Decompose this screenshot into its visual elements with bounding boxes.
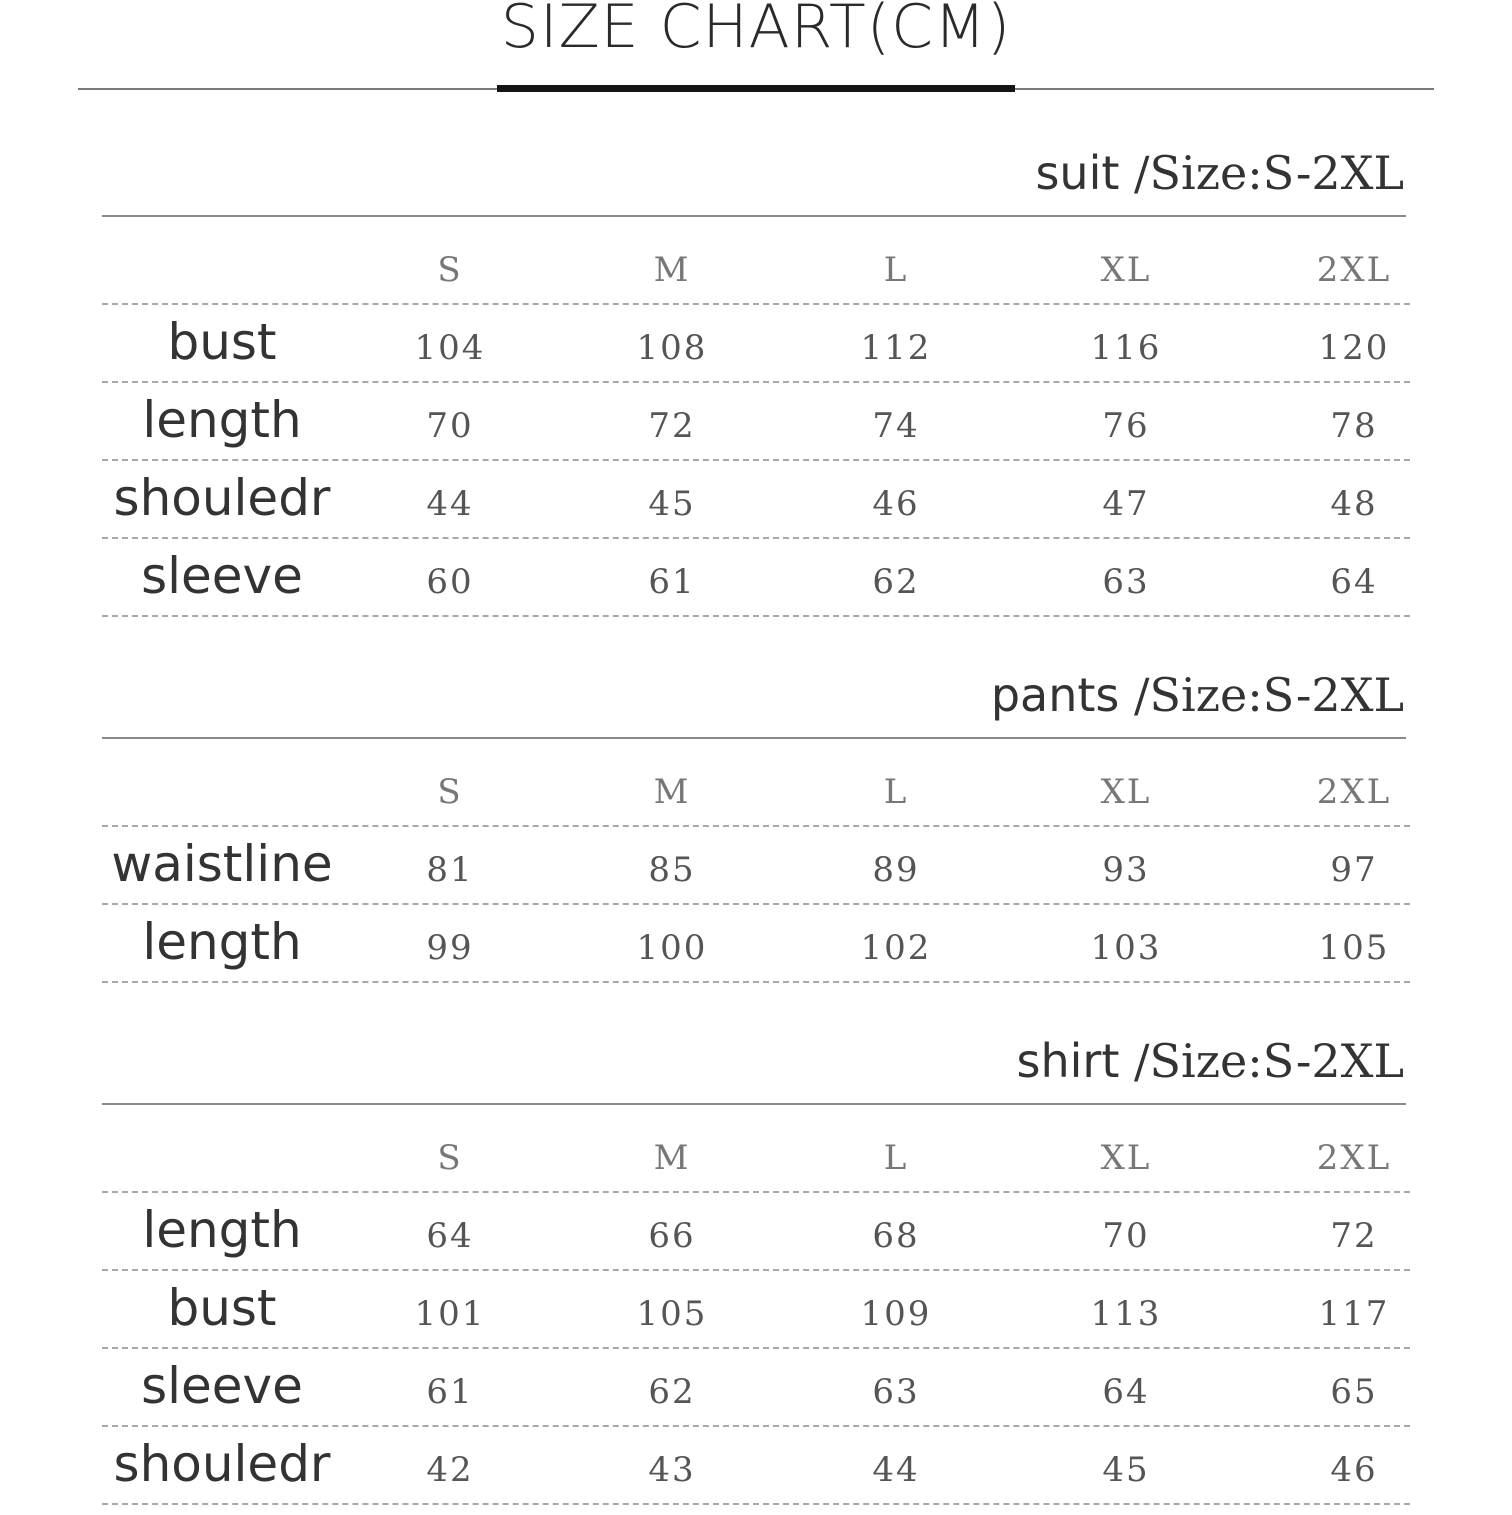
measurement-value: 72 bbox=[648, 406, 696, 446]
measurement-value: 104 bbox=[414, 328, 486, 368]
section-heading bbox=[1017, 1034, 1404, 1088]
measurement-value: 120 bbox=[1318, 328, 1390, 368]
measurement-value: 45 bbox=[648, 484, 696, 524]
measurement-label: length bbox=[142, 391, 302, 449]
table-row bbox=[102, 903, 1410, 983]
measurement-value: 81 bbox=[426, 850, 474, 890]
measurement-value: 76 bbox=[1102, 406, 1150, 446]
measurement-value: 108 bbox=[636, 328, 708, 368]
measurement-value: 66 bbox=[648, 1216, 696, 1256]
table-row bbox=[102, 537, 1410, 617]
measurement-value: 63 bbox=[872, 1372, 920, 1412]
measurement-value: 68 bbox=[872, 1216, 920, 1256]
measurement-label: length bbox=[142, 913, 302, 971]
size-column-header: S bbox=[437, 250, 463, 290]
section-divider bbox=[102, 1103, 1406, 1105]
measurement-value: 102 bbox=[860, 928, 932, 968]
table-row bbox=[102, 1347, 1410, 1427]
size-column-header: 2XL bbox=[1316, 1138, 1392, 1178]
size-column-header: XL bbox=[1100, 1138, 1152, 1178]
measurement-value: 93 bbox=[1102, 850, 1150, 890]
table-row bbox=[102, 1425, 1410, 1505]
measurement-value: 61 bbox=[426, 1372, 474, 1412]
page-title: SIZE CHART(CM) bbox=[500, 0, 1012, 62]
size-column-header: XL bbox=[1100, 250, 1152, 290]
measurement-label: shouledr bbox=[113, 469, 331, 527]
section-divider bbox=[102, 215, 1406, 217]
measurement-value: 101 bbox=[414, 1294, 486, 1334]
measurement-label: sleeve bbox=[141, 1357, 303, 1415]
title-underline-bar bbox=[497, 85, 1015, 92]
measurement-value: 109 bbox=[860, 1294, 932, 1334]
table-row bbox=[102, 459, 1410, 539]
measurement-value: 63 bbox=[1102, 562, 1150, 602]
size-column-header: S bbox=[437, 1138, 463, 1178]
measurement-value: 62 bbox=[648, 1372, 696, 1412]
measurement-label: bust bbox=[167, 1279, 277, 1337]
measurement-value: 116 bbox=[1090, 328, 1162, 368]
measurement-value: 42 bbox=[426, 1450, 474, 1490]
section-size-range: /Size:S-2XL bbox=[1134, 668, 1404, 722]
section-divider bbox=[102, 737, 1406, 739]
measurement-value: 60 bbox=[426, 562, 474, 602]
section-product-name: suit bbox=[1035, 146, 1135, 200]
section-size-range: /Size:S-2XL bbox=[1134, 1034, 1404, 1088]
table-row bbox=[102, 303, 1410, 383]
section-shirt bbox=[102, 1034, 1410, 1506]
table-row bbox=[102, 381, 1410, 461]
size-column-header: XL bbox=[1100, 772, 1152, 812]
size-column-header: L bbox=[883, 1138, 909, 1178]
measurement-label: bust bbox=[167, 313, 277, 371]
table-row bbox=[102, 1269, 1410, 1349]
size-header-row bbox=[102, 225, 1410, 305]
measurement-value: 103 bbox=[1090, 928, 1162, 968]
measurement-value: 62 bbox=[872, 562, 920, 602]
measurement-label: shouledr bbox=[113, 1435, 331, 1493]
size-header-row bbox=[102, 747, 1410, 827]
measurement-value: 46 bbox=[872, 484, 920, 524]
measurement-value: 74 bbox=[872, 406, 920, 446]
measurement-label: waistline bbox=[111, 835, 333, 893]
measurement-value: 61 bbox=[648, 562, 696, 602]
measurement-value: 44 bbox=[872, 1450, 920, 1490]
measurement-value: 47 bbox=[1102, 484, 1150, 524]
measurement-value: 97 bbox=[1330, 850, 1378, 890]
section-size-range: /Size:S-2XL bbox=[1134, 146, 1404, 200]
measurement-value: 117 bbox=[1318, 1294, 1390, 1334]
measurement-label: length bbox=[142, 1201, 302, 1259]
measurement-value: 100 bbox=[636, 928, 708, 968]
size-column-header: 2XL bbox=[1316, 772, 1392, 812]
measurement-value: 70 bbox=[426, 406, 474, 446]
measurement-value: 45 bbox=[1102, 1450, 1150, 1490]
size-header-row bbox=[102, 1113, 1410, 1193]
measurement-value: 65 bbox=[1330, 1372, 1378, 1412]
size-column-header: M bbox=[653, 1138, 691, 1178]
measurement-value: 99 bbox=[426, 928, 474, 968]
measurement-value: 78 bbox=[1330, 406, 1378, 446]
measurement-value: 46 bbox=[1330, 1450, 1378, 1490]
section-product-name: shirt bbox=[1016, 1034, 1135, 1088]
measurement-value: 72 bbox=[1330, 1216, 1378, 1256]
section-suit bbox=[102, 146, 1410, 618]
measurement-value: 43 bbox=[648, 1450, 696, 1490]
section-heading bbox=[1035, 146, 1404, 200]
measurement-value: 64 bbox=[1330, 562, 1378, 602]
measurement-value: 105 bbox=[1318, 928, 1390, 968]
section-pants bbox=[102, 668, 1410, 984]
measurement-value: 113 bbox=[1090, 1294, 1162, 1334]
size-column-header: M bbox=[653, 250, 691, 290]
measurement-value: 89 bbox=[872, 850, 920, 890]
size-column-header: L bbox=[883, 772, 909, 812]
section-product-name: pants bbox=[990, 668, 1135, 722]
measurement-value: 64 bbox=[426, 1216, 474, 1256]
size-column-header: L bbox=[883, 250, 909, 290]
measurement-label: sleeve bbox=[141, 547, 303, 605]
table-row bbox=[102, 1191, 1410, 1271]
measurement-value: 85 bbox=[648, 850, 696, 890]
measurement-value: 48 bbox=[1330, 484, 1378, 524]
table-row bbox=[102, 825, 1410, 905]
size-column-header: S bbox=[437, 772, 463, 812]
measurement-value: 112 bbox=[860, 328, 932, 368]
measurement-value: 70 bbox=[1102, 1216, 1150, 1256]
measurement-value: 105 bbox=[636, 1294, 708, 1334]
section-heading bbox=[991, 668, 1404, 722]
size-column-header: M bbox=[653, 772, 691, 812]
measurement-value: 64 bbox=[1102, 1372, 1150, 1412]
measurement-value: 44 bbox=[426, 484, 474, 524]
size-column-header: 2XL bbox=[1316, 250, 1392, 290]
